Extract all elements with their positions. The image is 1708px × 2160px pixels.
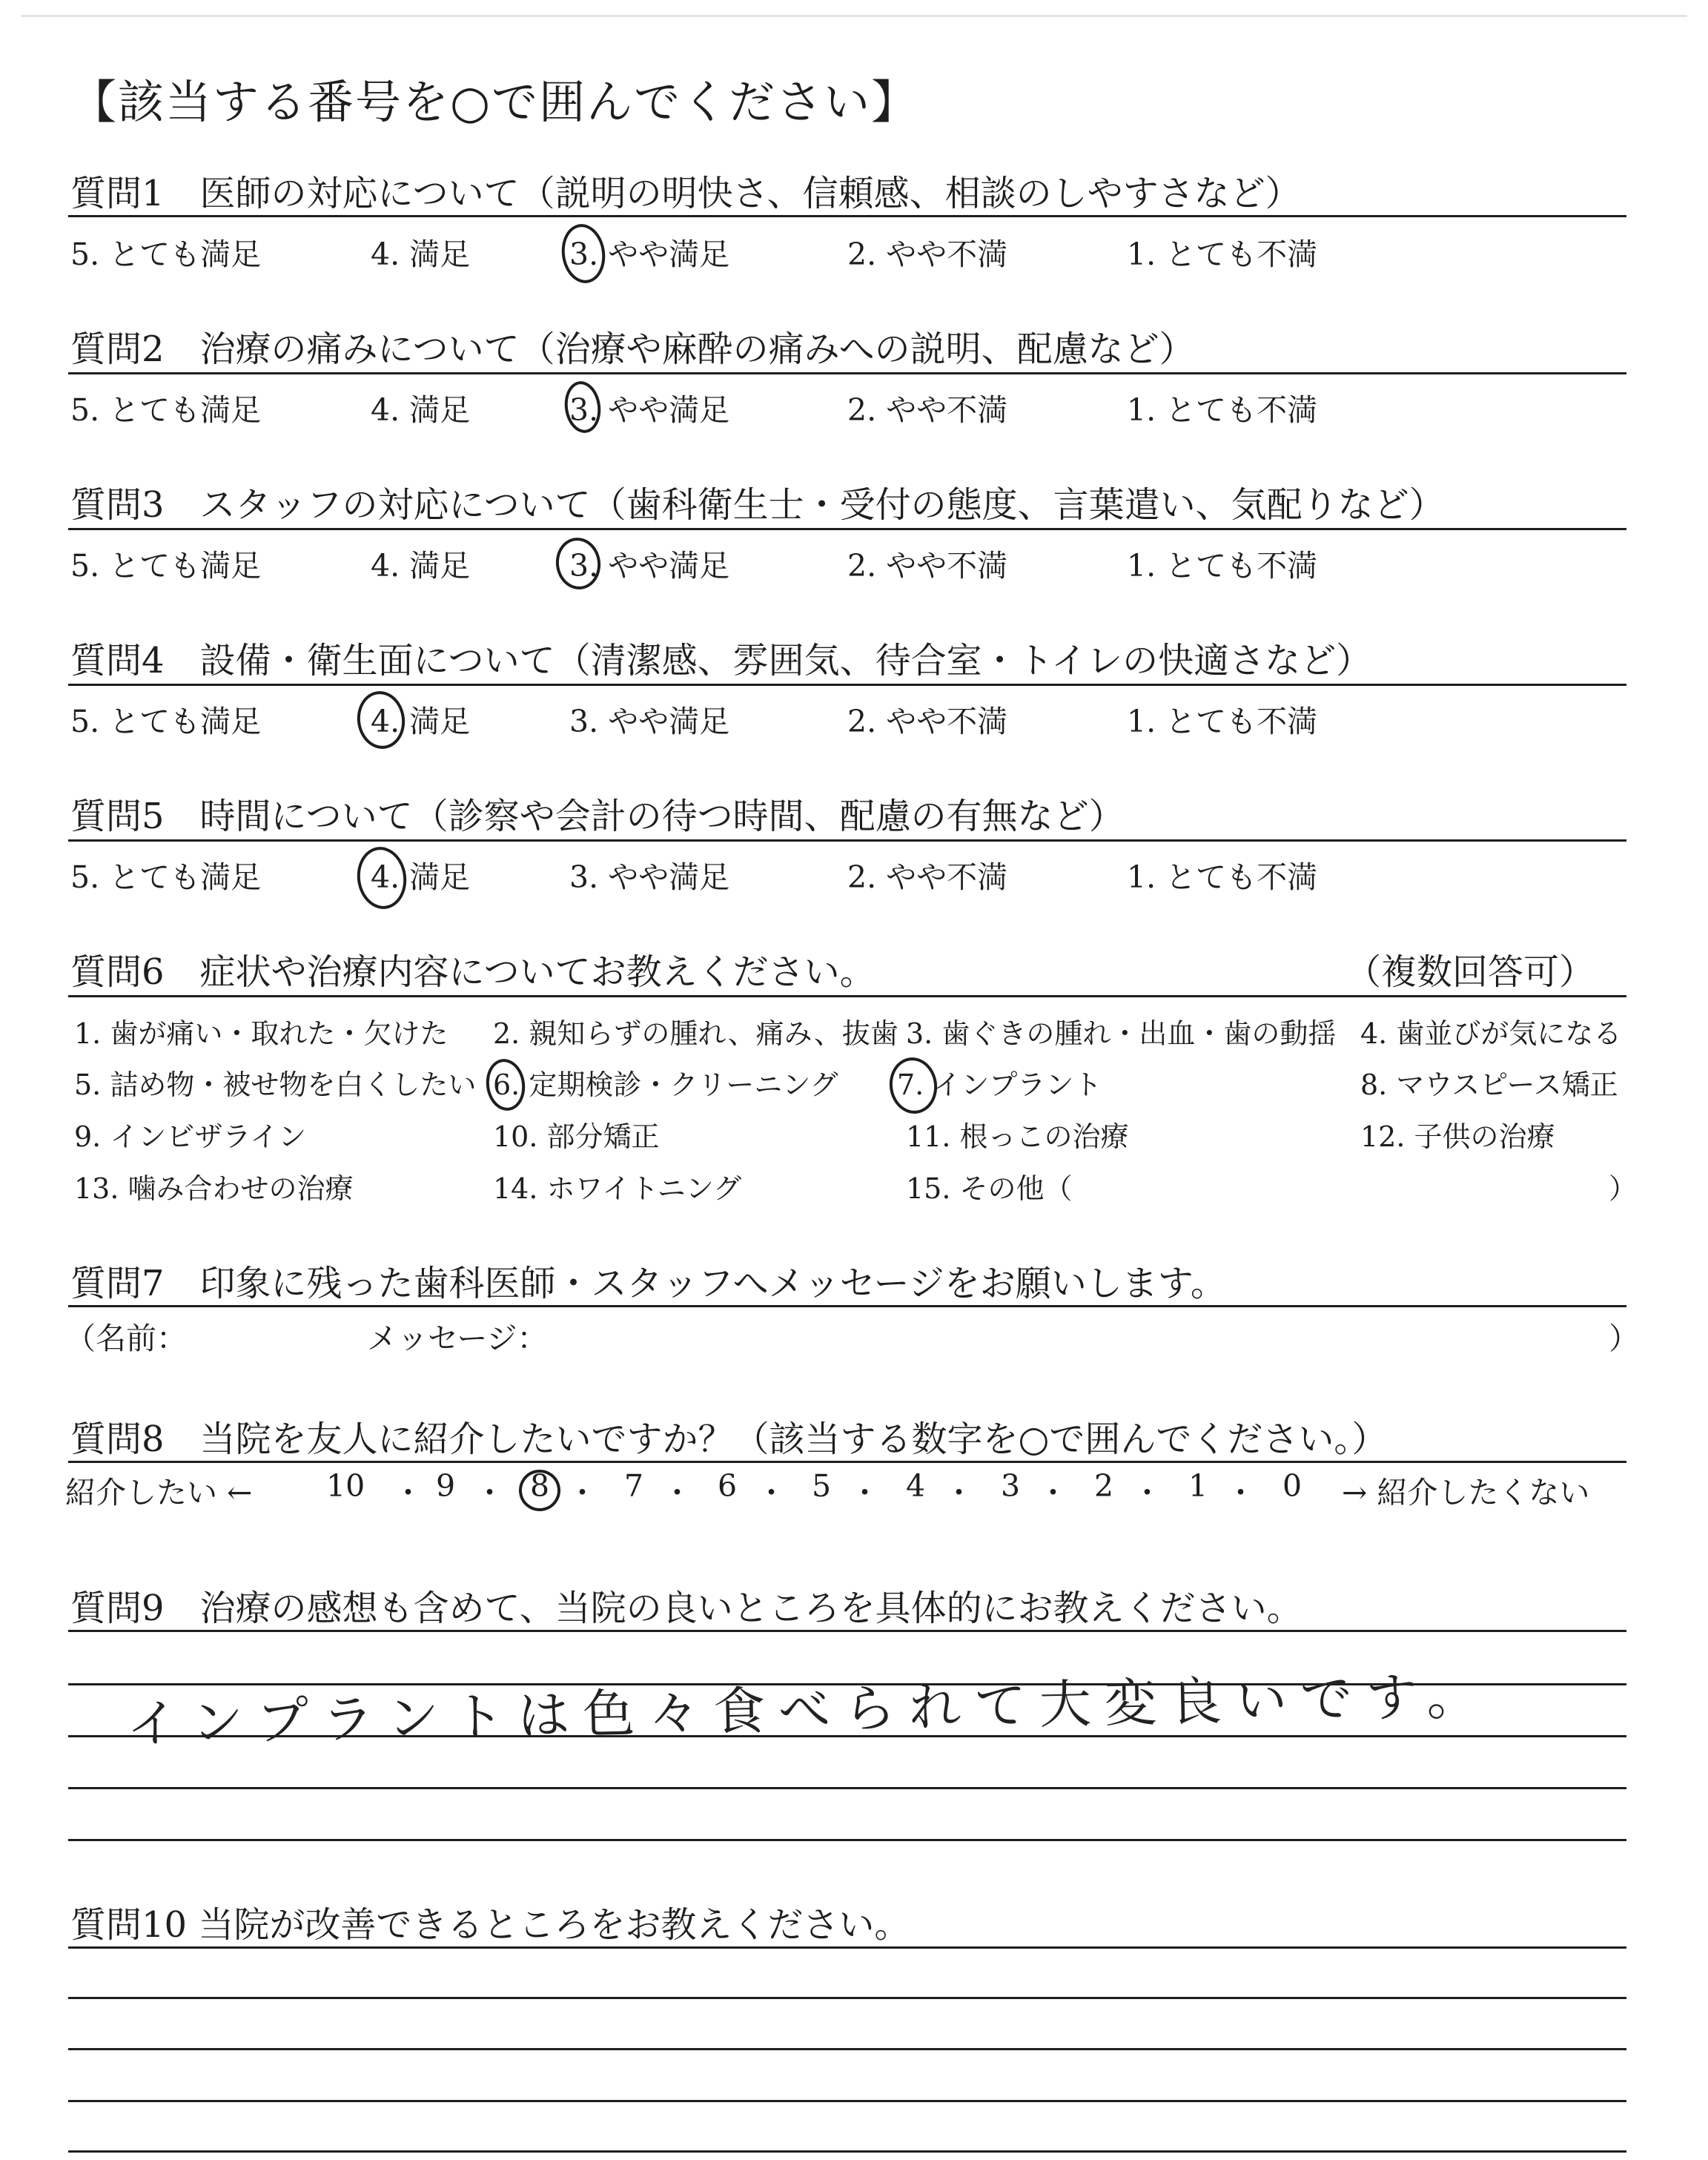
question-8-rule (68, 1461, 1626, 1463)
q3-option-4[interactable]: 4. 満足 (371, 548, 471, 584)
q7-name-label: （名前： (65, 1321, 187, 1356)
q10-writing-line (68, 1946, 1626, 1949)
q6-option-4[interactable]: 4. 歯並びが気になる (1360, 1017, 1622, 1050)
q8-scale-4[interactable]: 4 (906, 1468, 926, 1504)
q6-option-11[interactable]: 11. 根っこの治療 (906, 1120, 1129, 1153)
q4-option-2[interactable]: 2. やや不満 (847, 704, 1008, 739)
q8-scale-1[interactable]: 1 (1188, 1468, 1208, 1504)
instruction-heading: 【該当する番号を○で囲んでください】 (70, 75, 919, 129)
q6-option-7[interactable]: 7. インプラント (897, 1069, 1102, 1101)
q9-writing-line (68, 1630, 1626, 1632)
q8-left-label: 紹介したい ← (65, 1475, 253, 1510)
q8-scale-8[interactable]: 8 (530, 1468, 550, 1504)
question-9-title: 質問9 治療の感想も含めて、当院の良いところを具体的にお教えください。 (70, 1588, 1302, 1629)
question-3-rule (68, 528, 1626, 530)
question-6-note: （複数回答可） (1345, 951, 1595, 993)
q5-option-1[interactable]: 1. とても不満 (1127, 859, 1318, 895)
q10-writing-line (68, 1997, 1626, 1999)
q8-separator: ・ (1225, 1475, 1256, 1510)
q1-option-3[interactable]: 3. やや満足 (569, 237, 730, 272)
q6-option-8[interactable]: 8. マウスピース矯正 (1360, 1069, 1618, 1101)
q6-option-3[interactable]: 3. 歯ぐきの腫れ・出血・歯の動揺 (906, 1017, 1337, 1050)
q2-option-4[interactable]: 4. 満足 (371, 392, 471, 428)
q4-option-1[interactable]: 1. とても不満 (1127, 704, 1318, 739)
q10-writing-line (68, 2100, 1626, 2102)
q8-separator: ・ (850, 1475, 880, 1510)
question-3-title: 質問3 スタッフの対応について（歯科衛生士・受付の態度、言葉遣い、気配りなど） (70, 484, 1445, 526)
q3-option-1[interactable]: 1. とても不満 (1127, 548, 1318, 584)
q8-separator: ・ (1132, 1475, 1162, 1510)
q1-option-1[interactable]: 1. とても不満 (1127, 237, 1318, 272)
q8-separator: ・ (1038, 1475, 1068, 1510)
q6-option-14[interactable]: 14. ホワイトニング (493, 1172, 742, 1205)
q8-scale-3[interactable]: 3 (1001, 1468, 1021, 1504)
q6-option-15[interactable]: 15. その他（ (906, 1172, 1073, 1205)
question-7-rule (68, 1305, 1626, 1307)
question-7-title: 質問7 印象に残った歯科医師・スタッフへメッセージをお願いします。 (70, 1263, 1226, 1304)
q8-right-label: → 紹介したくない (1342, 1475, 1590, 1510)
q2-option-2[interactable]: 2. やや不満 (847, 392, 1008, 428)
q2-option-3[interactable]: 3. やや満足 (569, 392, 730, 428)
q6-option-6[interactable]: 6. 定期検診・クリーニング (493, 1069, 838, 1101)
question-1-title: 質問1 医師の対応について（説明の明快さ、信頼感、相談のしやすさなど） (70, 173, 1301, 214)
question-2-title: 質問2 治療の痛みについて（治療や麻酔の痛みへの説明、配慮など） (70, 328, 1195, 370)
q8-scale-6[interactable]: 6 (718, 1468, 738, 1504)
q5-option-2[interactable]: 2. やや不満 (847, 859, 1008, 895)
q10-writing-line (68, 2150, 1626, 2153)
q8-separator: ・ (474, 1475, 505, 1510)
q8-scale-9[interactable]: 9 (436, 1468, 456, 1504)
q7-message-label: メッセージ： (367, 1321, 548, 1356)
q1-option-5[interactable]: 5. とても満足 (70, 237, 262, 272)
q4-option-3[interactable]: 3. やや満足 (569, 704, 730, 739)
q6-other-close-paren: ） (1609, 1172, 1638, 1205)
q2-option-1[interactable]: 1. とても不満 (1127, 392, 1318, 428)
q8-scale-0[interactable]: 0 (1282, 1468, 1302, 1504)
q4-option-4[interactable]: 4. 満足 (371, 704, 471, 739)
q9-writing-line (68, 1839, 1626, 1841)
q5-option-4[interactable]: 4. 満足 (371, 859, 471, 895)
q8-scale-2[interactable]: 2 (1094, 1468, 1114, 1504)
q8-separator: ・ (662, 1475, 692, 1510)
q9-writing-line (68, 1787, 1626, 1789)
q9-handwritten-answer[interactable]: インプラントは色々食べられて大変良いです。 (125, 1665, 1493, 1755)
q6-option-12[interactable]: 12. 子供の治療 (1360, 1120, 1555, 1153)
q8-scale-5[interactable]: 5 (812, 1468, 832, 1504)
q6-option-13[interactable]: 13. 噛み合わせの治療 (74, 1172, 354, 1205)
question-6-rule (68, 995, 1626, 997)
q3-option-2[interactable]: 2. やや不満 (847, 548, 1008, 584)
q5-option-5[interactable]: 5. とても満足 (70, 859, 262, 895)
q6-option-9[interactable]: 9. インビザライン (74, 1120, 307, 1153)
question-1-rule (68, 215, 1626, 217)
q10-writing-line (68, 2048, 1626, 2050)
q3-option-3[interactable]: 3. やや満足 (569, 548, 730, 584)
q8-separator: ・ (944, 1475, 974, 1510)
question-5-rule (68, 839, 1626, 842)
q8-separator: ・ (567, 1475, 598, 1510)
top-edge-line (21, 15, 1687, 17)
q6-option-1[interactable]: 1. 歯が痛い・取れた・欠けた (74, 1017, 448, 1050)
q8-separator: ・ (756, 1475, 787, 1510)
question-10-title: 質問10 当院が改善できるところをお教えください。 (70, 1904, 910, 1946)
q8-scale-10[interactable]: 10 (326, 1468, 365, 1504)
q5-option-3[interactable]: 3. やや満足 (569, 859, 730, 895)
question-8-title: 質問8 当院を友人に紹介したいですか？（該当する数字を○で囲んでください。） (70, 1418, 1388, 1460)
question-5-title: 質問5 時間について（診察や会計の待つ時間、配慮の有無など） (70, 796, 1125, 837)
question-6-title: 質問6 症状や治療内容についてお教えください。 (70, 951, 875, 993)
q6-option-2[interactable]: 2. 親知らずの腫れ、痛み、抜歯 (493, 1017, 898, 1050)
question-4-rule (68, 684, 1626, 686)
q1-option-4[interactable]: 4. 満足 (371, 237, 471, 272)
q3-option-5[interactable]: 5. とても満足 (70, 548, 262, 584)
q8-separator: ・ (393, 1475, 423, 1510)
question-4-title: 質問4 設備・衛生面について（清潔感、雰囲気、待合室・トイレの快適さなど） (70, 640, 1372, 681)
q8-scale-7[interactable]: 7 (624, 1468, 644, 1504)
q1-option-2[interactable]: 2. やや不満 (847, 237, 1008, 272)
q8-selection-circle (516, 1467, 563, 1513)
question-2-rule (68, 372, 1626, 374)
q7-close-paren: ） (1609, 1321, 1639, 1356)
q6-option-5[interactable]: 5. 詰め物・被せ物を白くしたい (74, 1069, 477, 1101)
q6-option-10[interactable]: 10. 部分矯正 (493, 1120, 660, 1153)
q2-option-5[interactable]: 5. とても満足 (70, 392, 262, 428)
q4-option-5[interactable]: 5. とても満足 (70, 704, 262, 739)
